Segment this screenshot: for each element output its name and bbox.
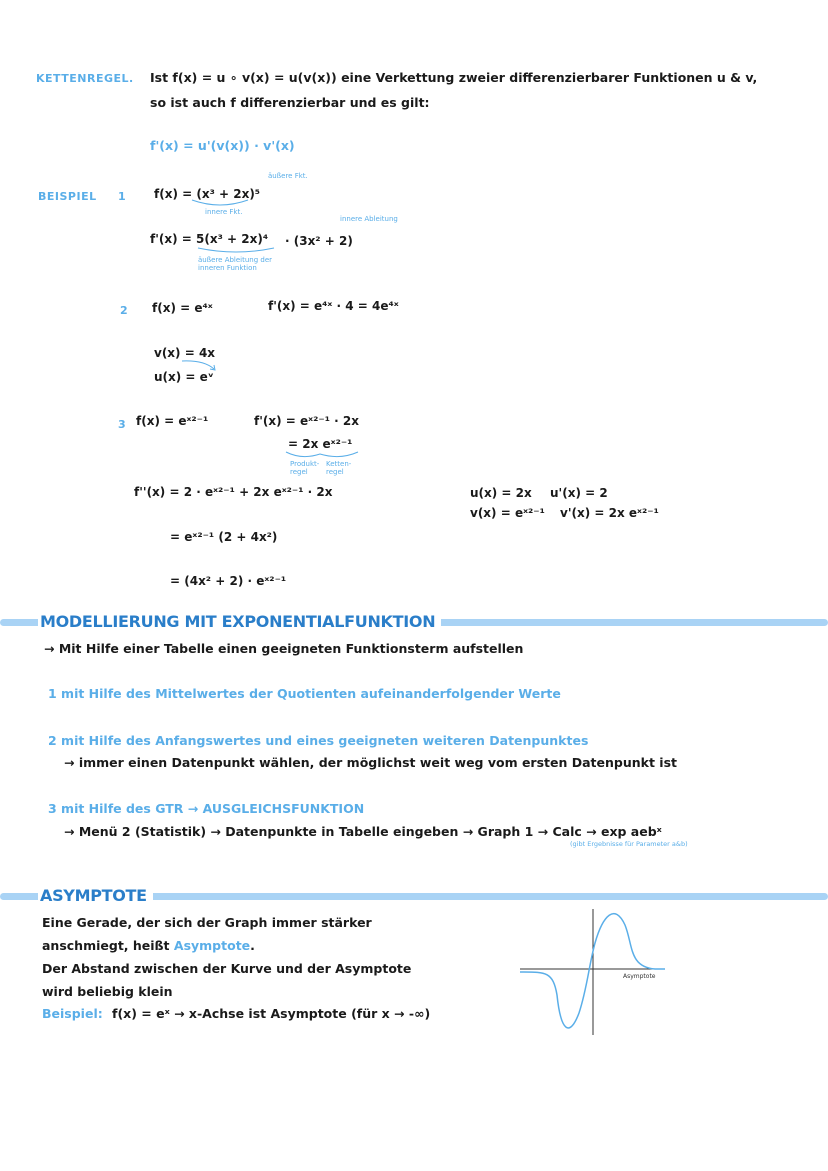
example-3-number: 3 [118, 418, 127, 431]
annotation-outer-function: äußere Fkt. [268, 172, 308, 180]
substitution-arrow [180, 358, 220, 372]
asymptote-definition-line-1: Eine Gerade, der sich der Graph immer stärker [42, 915, 372, 930]
example-3-u-derivative: u'(x) = 2 [550, 486, 608, 500]
modeling-method-2: 2 mit Hilfe des Anfangswertes und eines geeigneten weiteren Datenpunktes [48, 733, 589, 748]
example-3-v: v(x) = eˣ²⁻¹ [470, 506, 545, 520]
example-3-v-derivative: v'(x) = 2x eˣ²⁻¹ [560, 506, 659, 520]
chain-rule-line-2: so ist auch f differenzierbar und es gilt: [150, 95, 430, 110]
example-3-first-derivative: f'(x) = eˣ²⁻¹ · 2x [254, 414, 359, 428]
modeling-method-3-note: (gibt Ergebnisse für Parameter a&b) [570, 840, 688, 848]
example-1-number: 1 [118, 190, 127, 203]
modeling-intro: → Mit Hilfe einer Tabelle einen geeigneten Funktionsterm aufstellen [44, 641, 524, 656]
chain-rule-label: KETTENREGEL. [36, 72, 134, 85]
example-2-u: u(x) = eᵛ [154, 370, 214, 384]
annotation-inner-derivative: innere Ableitung [340, 215, 398, 223]
annotation-outer-derivative: äußere Ableitung der inneren Funktion [198, 256, 273, 272]
chain-rule-formula: f'(x) = u'(v(x)) · v'(x) [150, 138, 295, 153]
example-2-function: f(x) = e⁴ˣ [152, 301, 213, 315]
product-rule-note: Produkt-regel [290, 460, 320, 476]
asymptote-definition-line-2 [42, 938, 255, 953]
asymptote-term: Asymptote [173, 938, 251, 953]
asymptote-heading: ASYMPTOTE [38, 886, 153, 905]
example-2-number: 2 [120, 304, 129, 317]
example-1-derivative-right: · (3x² + 2) [285, 234, 353, 248]
asymptote-example-label: Beispiel: [42, 1006, 103, 1021]
modeling-method-2-detail: → immer einen Datenpunkt wählen, der möglichst weit weg vom ersten Datenpunkt ist [64, 755, 677, 770]
example-2-v: v(x) = 4x [154, 346, 216, 360]
modeling-method-3-detail: → Menü 2 (Statistik) → Datenpunkte in Tabelle eingeben → Graph 1 → Calc → exp aebˣ [64, 824, 662, 839]
graph-asymptote-label: Asymptote [623, 973, 656, 980]
modeling-method-1: 1 mit Hilfe des Mittelwertes der Quotienten aufeinanderfolgender Werte [48, 686, 561, 701]
example-2-derivative: f'(x) = e⁴ˣ · 4 = 4e⁴ˣ [268, 299, 399, 313]
chain-rule-note: Ketten-regel [326, 460, 352, 476]
example-3-u: u(x) = 2x [470, 486, 532, 500]
example-3-second-derivative: f''(x) = 2 · eˣ²⁻¹ + 2x eˣ²⁻¹ · 2x [134, 485, 333, 499]
example-3-second-derivative-final: = (4x² + 2) · eˣ²⁻¹ [170, 574, 287, 588]
asymptote-example-text: f(x) = eˣ → x-Achse ist Asymptote (für x → -∞) [112, 1006, 431, 1021]
asymptote-period: . [250, 938, 255, 953]
example-3-first-derivative-simplified: = 2x eˣ²⁻¹ [288, 437, 353, 451]
example-label: BEISPIEL [38, 190, 97, 203]
outer-derivative-brace [196, 246, 276, 256]
example-3-second-derivative-factored: = eˣ²⁻¹ (2 + 4x²) [170, 530, 278, 544]
modeling-heading: MODELLIERUNG MIT EXPONENTIALFUNKTION [38, 612, 441, 631]
annotation-inner-function: innere Fkt. [205, 208, 243, 216]
example-3-function: f(x) = eˣ²⁻¹ [136, 414, 209, 428]
inner-function-brace [190, 198, 250, 210]
asymptote-graph [515, 905, 675, 1040]
example-1-derivative-left: f'(x) = 5(x³ + 2x)⁴ [150, 232, 269, 246]
example-1-function: f(x) = (x³ + 2x)⁵ [154, 187, 261, 201]
modeling-method-3: 3 mit Hilfe des GTR → AUSGLEICHSFUNKTION [48, 801, 365, 816]
chain-rule-line-1: Ist f(x) = u ∘ v(x) = u(v(x)) eine Verkettung zweier differenzierbarer Funktionen u & v, [150, 70, 758, 85]
asymptote-definition-text: anschmiegt, heißt [42, 938, 170, 953]
asymptote-definition-line-3: Der Abstand zwischen der Kurve und der Asymptote [42, 961, 412, 976]
asymptote-definition-line-4: wird beliebig klein [42, 984, 173, 999]
